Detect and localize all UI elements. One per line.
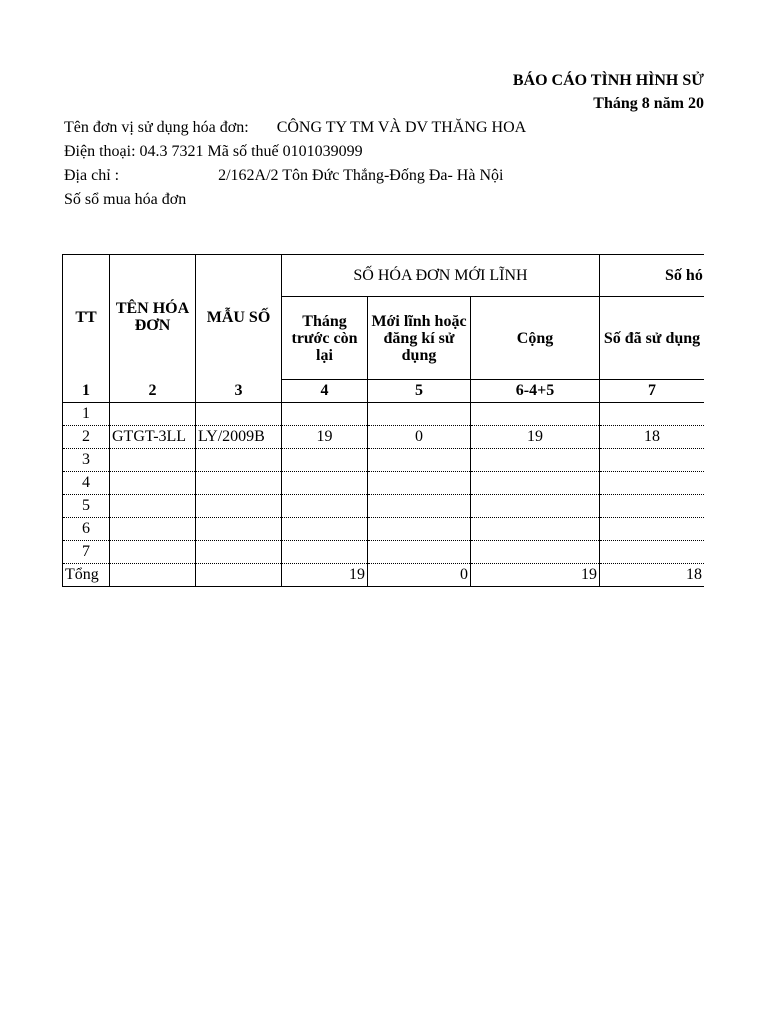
column-number: 7: [600, 380, 704, 403]
header-so-da-su-dung: Số đã sử dụng: [600, 297, 704, 380]
cell-mau: [196, 518, 282, 541]
company-info: [64, 116, 526, 212]
cell-c5: 0: [368, 426, 471, 449]
total-label: Tổng: [63, 564, 110, 587]
cell-c4: [282, 449, 368, 472]
cell-tt: 1: [63, 403, 110, 426]
table-row: [63, 541, 705, 564]
cell-c6: 19: [471, 426, 600, 449]
header-group-new: SỐ HÓA ĐƠN MỚI LĨNH: [282, 255, 600, 297]
table-row: [63, 426, 705, 449]
cell-tt: 3: [63, 449, 110, 472]
cell-c4: [282, 403, 368, 426]
cell-ten: GTGT-3LL: [110, 426, 196, 449]
table-row: [63, 518, 705, 541]
total-empty: [196, 564, 282, 587]
phone-tax-line: Điện thoại: 04.3 7321 Mã số thuế 0101039099: [64, 143, 363, 160]
cell-c4: [282, 495, 368, 518]
cell-c4: [282, 472, 368, 495]
header-moi-linh: Mới lĩnh hoặc đăng kí sử dụng: [368, 297, 471, 380]
cell-mau: [196, 495, 282, 518]
cell-c7: [600, 403, 704, 426]
cell-c4: [282, 518, 368, 541]
cell-c7: [600, 472, 704, 495]
cell-c5: [368, 541, 471, 564]
cell-mau: LY/2009B: [196, 426, 282, 449]
column-number: 2: [110, 380, 196, 403]
cell-tt: 5: [63, 495, 110, 518]
total-c4: 19: [282, 564, 368, 587]
cell-ten: [110, 472, 196, 495]
cell-tt: 7: [63, 541, 110, 564]
cell-c6: [471, 541, 600, 564]
report-table: [62, 254, 704, 587]
total-empty: [110, 564, 196, 587]
unit-label: Tên đơn vị sử dụng hóa đơn:: [64, 119, 249, 136]
cell-ten: [110, 495, 196, 518]
header-thang-truoc: Tháng trước còn lại: [282, 297, 368, 380]
cell-mau: [196, 472, 282, 495]
table-row: [63, 472, 705, 495]
header-mau-so: MẪU SỐ: [196, 255, 282, 380]
header-ten-hoa-don: TÊN HÓA ĐƠN: [110, 255, 196, 380]
total-c5: 0: [368, 564, 471, 587]
cell-c7: [600, 518, 704, 541]
table-row: [63, 449, 705, 472]
report-title: BÁO CÁO TÌNH HÌNH SỬ: [512, 72, 704, 89]
total-c7: 18: [600, 564, 704, 587]
cell-c4: 19: [282, 426, 368, 449]
column-number-row: [63, 380, 705, 403]
table-row: [63, 495, 705, 518]
cell-ten: [110, 403, 196, 426]
cell-tt: 2: [63, 426, 110, 449]
cell-ten: [110, 518, 196, 541]
unit-row: [64, 116, 526, 140]
cell-c5: [368, 449, 471, 472]
cell-c5: [368, 403, 471, 426]
book-number-line: Số sổ mua hóa đơn: [64, 191, 187, 208]
cell-tt: 4: [63, 472, 110, 495]
column-number: 1: [63, 380, 110, 403]
cell-c7: [600, 541, 704, 564]
column-number: 4: [282, 380, 368, 403]
report-period: Tháng 8 năm 20: [593, 95, 704, 112]
cell-c5: [368, 518, 471, 541]
total-c6: 19: [471, 564, 600, 587]
table-row: [63, 403, 705, 426]
cell-c7: 18: [600, 426, 704, 449]
report-title-block: [513, 69, 704, 115]
cell-c6: [471, 472, 600, 495]
report-table-viewport: [62, 254, 704, 594]
header-cong: Cộng: [471, 297, 600, 380]
cell-ten: [110, 449, 196, 472]
address-row: [64, 164, 526, 188]
cell-c6: [471, 449, 600, 472]
cell-c6: [471, 495, 600, 518]
cell-mau: [196, 541, 282, 564]
cell-mau: [196, 403, 282, 426]
cell-c7: [600, 495, 704, 518]
cell-c6: [471, 403, 600, 426]
cell-mau: [196, 449, 282, 472]
cell-tt: 6: [63, 518, 110, 541]
address-value: 2/162A/2 Tôn Đức Thắng-Đống Đa- Hà Nội: [218, 167, 504, 184]
header-tt: TT: [63, 255, 110, 380]
cell-c5: [368, 495, 471, 518]
total-row: [63, 564, 705, 587]
cell-c5: [368, 472, 471, 495]
address-label: Địa chỉ :: [64, 167, 120, 184]
header-row-1: [63, 255, 705, 297]
column-number: 6-4+5: [471, 380, 600, 403]
header-group-used: Số hó: [600, 255, 704, 297]
cell-c4: [282, 541, 368, 564]
unit-value: CÔNG TY TM VÀ DV THĂNG HOA: [276, 119, 527, 136]
cell-c6: [471, 518, 600, 541]
cell-c7: [600, 449, 704, 472]
cell-ten: [110, 541, 196, 564]
column-number: 3: [196, 380, 282, 403]
column-number: 5: [368, 380, 471, 403]
